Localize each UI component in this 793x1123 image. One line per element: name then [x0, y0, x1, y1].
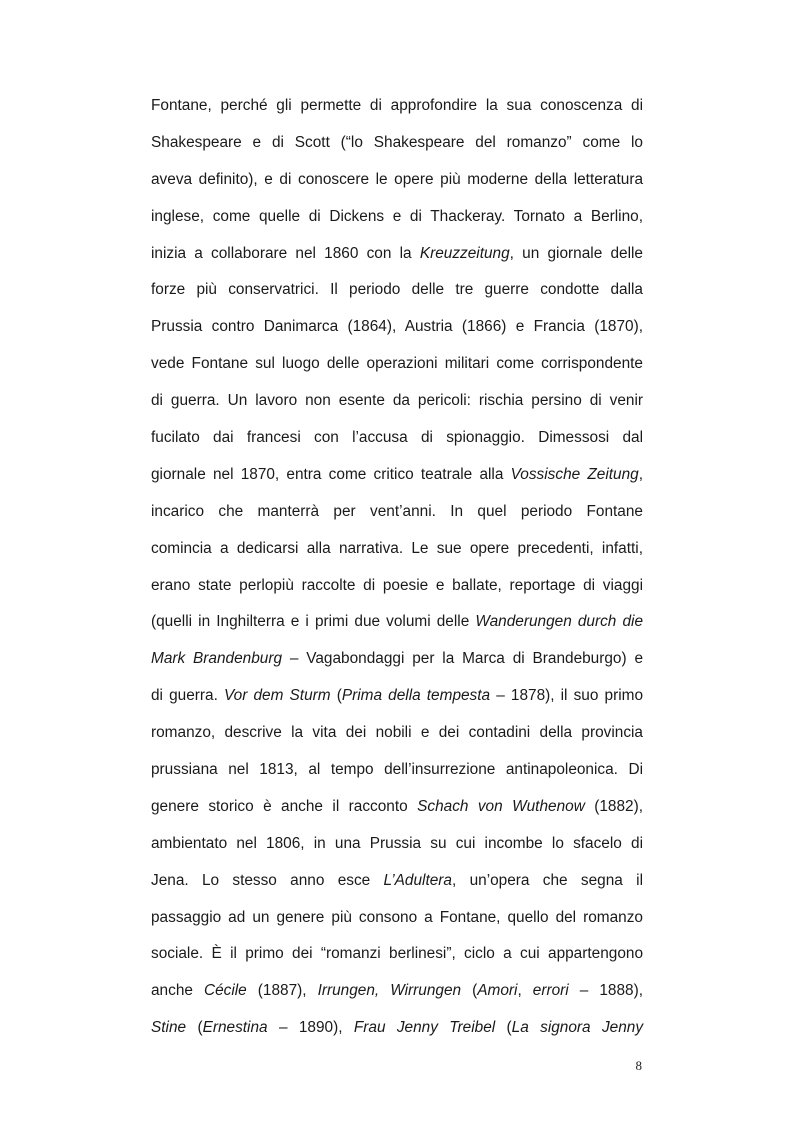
italic-title-text: Kreuzzeitung	[419, 244, 510, 262]
text-segment: vede Fontane sul luogo delle operazioni militari come corrispondente	[151, 355, 643, 373]
italic-title-text: Vor dem Sturm	[223, 687, 331, 705]
text-line	[151, 973, 643, 1010]
text-line	[151, 863, 643, 900]
body-text	[151, 88, 643, 1047]
text-segment: aveva definito), e di conoscere le opere più moderne della letteratura	[151, 170, 643, 188]
text-segment: di guerra.	[151, 687, 224, 705]
text-segment: Fontane, perché gli permette di approfondire la sua conoscenza di	[151, 97, 643, 114]
text-segment: forze più conservatrici. Il periodo delle tre guerre condotte dalla	[151, 281, 643, 299]
text-segment: giornale nel 1870, entra come critico teatrale alla	[151, 465, 511, 483]
text-segment: , un’opera che segna il	[452, 871, 643, 889]
text-line	[151, 346, 643, 383]
text-segment: – 1890),	[267, 1019, 354, 1037]
text-line	[151, 936, 643, 973]
text-segment: comincia a dedicarsi alla narrativa. Le sue opere precedenti, infatti,	[151, 539, 643, 557]
text-segment: incarico che manterrà per vent’anni. In quel periodo Fontane	[151, 502, 643, 520]
text-line	[151, 88, 643, 125]
italic-title-text: L’Adultera	[383, 871, 452, 889]
text-segment: prussiana nel 1813, al tempo dell’insurrezione antinapoleonica. Di	[151, 761, 643, 779]
text-line	[151, 457, 643, 494]
text-segment: (1887),	[246, 982, 318, 1000]
text-segment: – Vagabondaggi per la Marca di Brandeburgo) e	[282, 650, 644, 668]
text-segment: (	[330, 687, 342, 705]
italic-title-text: Prima della tempesta	[341, 687, 491, 705]
text-segment: anche	[151, 982, 204, 1000]
text-segment: (quelli in Inghilterra e i primi due volumi delle	[151, 613, 476, 631]
text-segment: inglese, come quelle di Dickens e di Thackeray. Tornato a Berlino,	[151, 207, 643, 225]
text-segment: (	[495, 1019, 512, 1037]
text-segment: ambientato nel 1806, in una Prussia su cui incombe lo sfacelo di	[151, 834, 643, 852]
text-line	[151, 826, 643, 863]
text-line	[151, 678, 643, 715]
text-segment: – 1888),	[568, 982, 643, 1000]
text-line	[151, 162, 643, 199]
text-segment: Shakespeare e di Scott (“lo Shakespeare del romanzo” come lo	[151, 133, 643, 151]
text-line	[151, 309, 643, 346]
text-line	[151, 236, 643, 273]
italic-title-text: Ernestina	[202, 1019, 268, 1037]
text-line	[151, 715, 643, 752]
text-segment: fucilato dai francesi con l’accusa di spionaggio. Dimessosi dal	[151, 429, 643, 447]
page-number: 8	[635, 1058, 642, 1073]
text-segment: ,	[517, 982, 533, 1000]
text-segment: (	[461, 982, 478, 1000]
text-segment: , un giornale delle	[509, 244, 643, 262]
text-line	[151, 383, 643, 420]
italic-title-text: Schach von Wuthenow	[417, 797, 585, 815]
text-line	[151, 641, 643, 678]
italic-title-text: Mark Brandenburg	[151, 650, 283, 668]
text-line	[151, 494, 643, 531]
text-line	[151, 420, 643, 457]
text-line	[151, 604, 643, 641]
text-segment: erano state perlopiù raccolte di poesie e ballate, reportage di viaggi	[151, 576, 643, 594]
italic-title-text: Cécile	[203, 982, 247, 1000]
text-segment: Jena. Lo stesso anno esce	[151, 871, 384, 889]
text-segment: (1882),	[584, 797, 643, 815]
text-line	[151, 752, 643, 789]
italic-title-text: Wanderungen durch die	[475, 613, 644, 631]
text-line	[151, 272, 643, 309]
text-segment: di guerra. Un lavoro non esente da pericoli: rischia persino di venir	[151, 392, 643, 410]
text-line	[151, 900, 643, 937]
italic-title-text: Amori	[477, 982, 518, 1000]
italic-title-text: Frau Jenny Treibel	[353, 1019, 496, 1037]
italic-title-text: La signora Jenny	[511, 1019, 644, 1037]
text-segment: ,	[638, 465, 643, 483]
text-segment: (	[186, 1019, 203, 1037]
text-line	[151, 1010, 643, 1047]
text-line	[151, 531, 643, 568]
text-line	[151, 568, 643, 605]
text-segment: inizia a collaborare nel 1860 con la	[151, 244, 420, 262]
italic-title-text: Vossische Zeitung	[510, 465, 639, 483]
text-line	[151, 199, 643, 236]
text-line	[151, 125, 643, 162]
text-segment: – 1878), il suo primo	[490, 687, 644, 705]
italic-title-text: Irrungen, Wirrungen	[317, 982, 462, 1000]
text-segment: romanzo, descrive la vita dei nobili e dei contadini della provincia	[151, 724, 643, 742]
text-segment: passaggio ad un genere più consono a Fontane, quello del romanzo	[151, 908, 643, 926]
italic-title-text: Stine	[151, 1019, 187, 1037]
text-segment: Prussia contro Danimarca (1864), Austria (1866) e Francia (1870),	[151, 318, 643, 336]
italic-title-text: errori	[532, 982, 569, 1000]
text-line	[151, 789, 643, 826]
text-segment: genere storico è anche il racconto	[151, 797, 418, 815]
text-segment: sociale. È il primo dei “romanzi berlinesi”, ciclo a cui appartengono	[151, 945, 643, 963]
